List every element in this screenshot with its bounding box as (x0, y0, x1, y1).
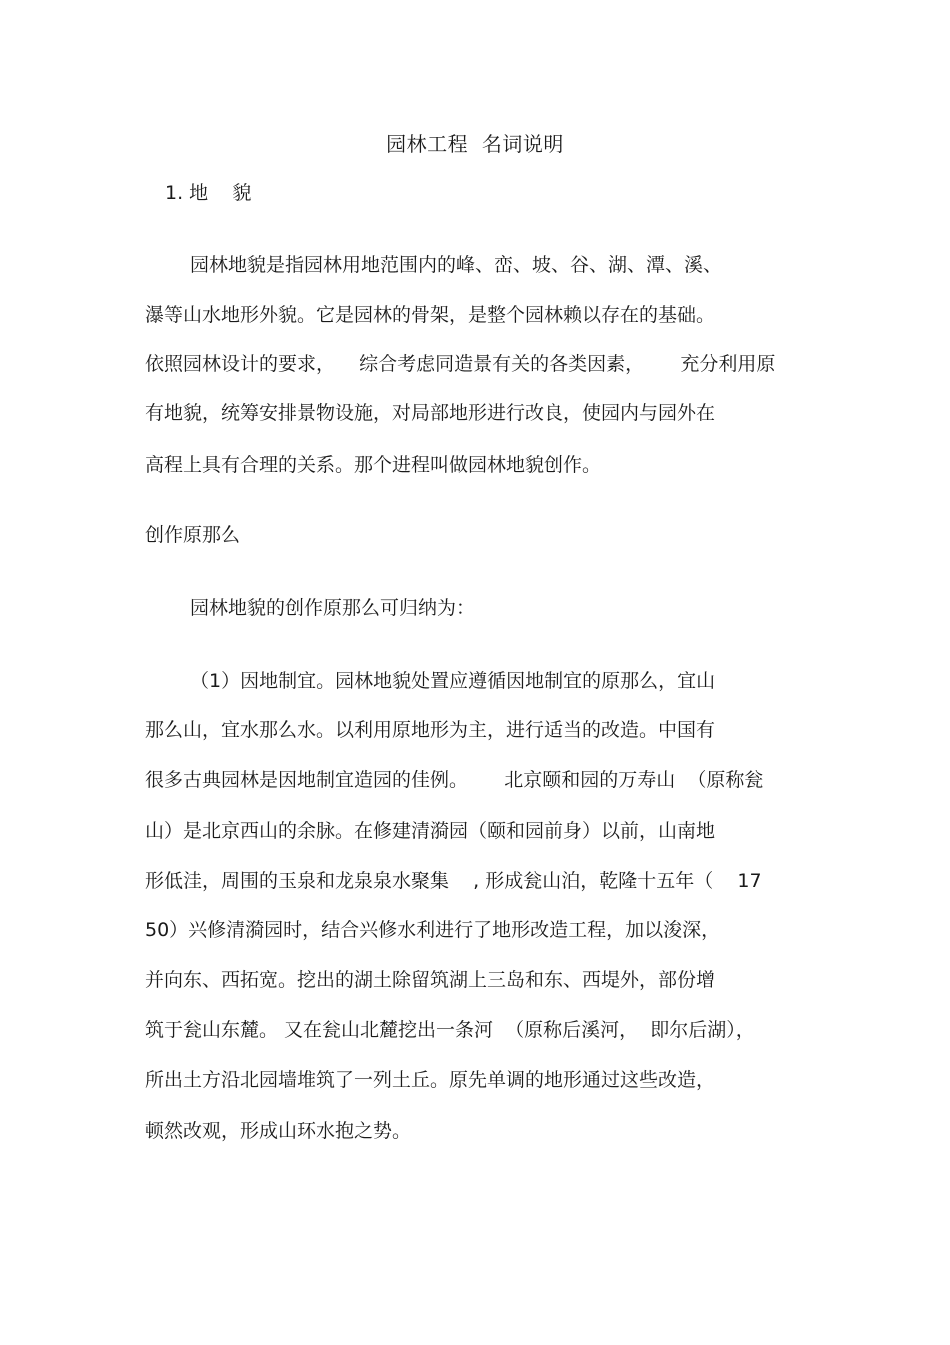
paragraph2-line-1: （1）因地制宜。园林地貌处置应遵循因地制宜的原那么，宜山 (190, 670, 716, 692)
document-title: 园林工程 名词说明 (386, 132, 564, 156)
paragraph1-line-1: 园林地貌是指园林用地范围内的峰、峦、坡、谷、湖、潭、溪、 (190, 254, 723, 276)
paragraph2-line-3: 很多古典园林是因地制宜造园的佳例。 北京颐和园的万寿山 （原称瓮 (145, 769, 764, 791)
paragraph2-line-10: 顿然改观，形成山环水抱之势。 (145, 1120, 412, 1142)
subheading: 创作原那么 (145, 524, 241, 546)
paragraph2-line-2: 那么山，宜水那么水。以利用原地形为主，进行适当的改造。中国有 (145, 719, 716, 741)
paragraph1-line-3: 依照园林设计的要求， 综合考虑同造景有关的各类因素， 充分利用原 (145, 353, 776, 375)
paragraph2-line-9: 所出土方沿北园墙堆筑了一列土丘。原先单调的地形通过这些改造， (145, 1069, 716, 1091)
paragraph2-line-4: 山）是北京西山的余脉。在修建清漪园（颐和园前身）以前，山南地 (145, 820, 716, 842)
paragraph1-line-4: 有地貌，统筹安排景物设施，对局部地形进行改良，使园内与园外在 (145, 402, 716, 424)
section-heading: 1. 地 貌 (165, 182, 252, 204)
paragraph2-line-7: 并向东、西拓宽。挖出的湖土除留筑湖上三岛和东、西堤外，部份增 (145, 969, 716, 991)
paragraph1-line-2: 瀑等山水地形外貌。它是园林的骨架，是整个园林赖以存在的基础。 (145, 304, 716, 326)
paragraph2-line-6: 50）兴修清漪园时，结合兴修水利进行了地形改造工程，加以浚深， (145, 919, 721, 941)
paragraph1-line-5: 高程上具有合理的关系。那个进程叫做园林地貌创作。 (145, 454, 602, 476)
paragraph2-line-8: 筑于瓮山东麓。 又在瓮山北麓挖出一条河 （原称后溪河， 即尔后湖）， (145, 1019, 755, 1041)
intro-line: 园林地貌的创作原那么可归纳为： (190, 597, 476, 619)
paragraph2-line-5: 形低洼，周围的玉泉和龙泉泉水聚集 , 形成瓮山泊，乾隆十五年（ 17 (145, 870, 762, 892)
